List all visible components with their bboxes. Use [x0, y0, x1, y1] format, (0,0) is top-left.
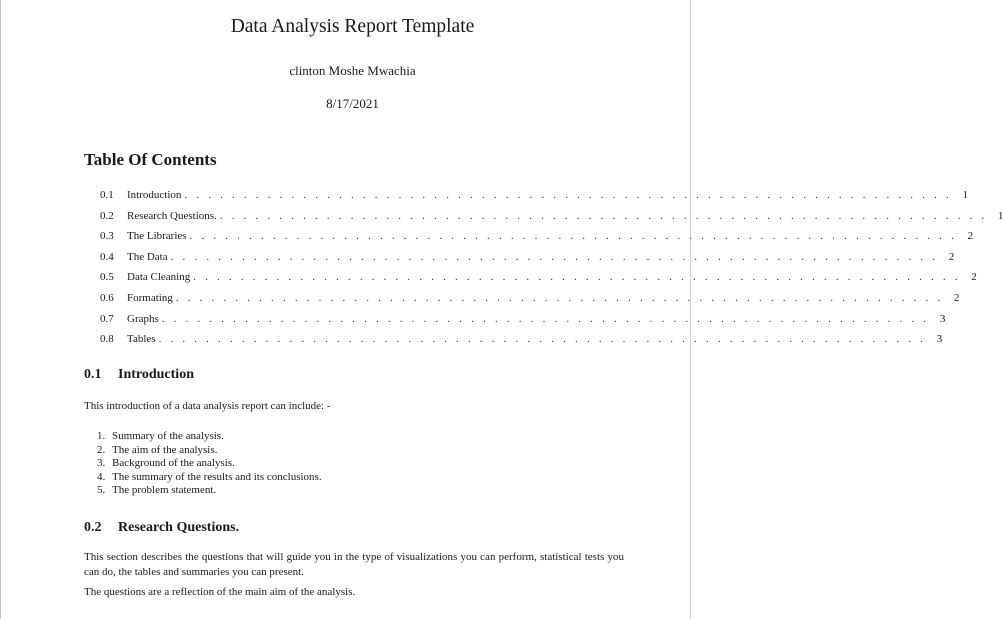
- toc-entry-the-data[interactable]: [100, 247, 955, 268]
- list-item-text: Summary of the analysis.: [112, 430, 224, 442]
- research-questions-paragraph-1: This section describes the questions that will guide you in the type of visualizations you can perform, statistical tests you can do, the tables and summaries you can present.: [84, 551, 624, 578]
- research-questions-paragraph-2: The questions are a reflection of the main aim of the analysis.: [84, 586, 356, 598]
- section-number: 0.2: [84, 520, 102, 535]
- section-title: Introduction: [118, 367, 194, 382]
- toc-entry-title: Graphs: [127, 312, 159, 325]
- section-number: 0.1: [84, 367, 102, 382]
- toc-entry-page: 2: [948, 250, 955, 263]
- list-marker: 3.: [97, 457, 106, 469]
- toc-entry-title: Research Questions.: [127, 209, 217, 222]
- page-edge-left: [0, 0, 1, 619]
- toc-dot-leader: . . . . . . . . . . . . . . . . . . . . . . . . . . . . . . . . . . . . . . . . . . . . . . . . . . . . . . . . . . . . . . . . .: [184, 189, 952, 201]
- toc-entry-page: 1: [997, 209, 1003, 222]
- document-date: 8/17/2021: [326, 96, 379, 111]
- list-item: [97, 444, 322, 458]
- list-marker: 4.: [97, 470, 106, 483]
- introduction-list: [97, 430, 322, 498]
- toc-dot-leader: . . . . . . . . . . . . . . . . . . . . . . . . . . . . . . . . . . . . . . . . . . . . . . . . . . . . . . . . . . . . . . . . .: [189, 230, 958, 243]
- toc-dot-leader: . . . . . . . . . . . . . . . . . . . . . . . . . . . . . . . . . . . . . . . . . . . . . . . . . . . . . . . . . . . . . . . . .: [175, 291, 944, 304]
- section-heading-research-questions: [84, 520, 239, 536]
- toc-entry-number: 0.7: [100, 312, 114, 325]
- list-marker: 1.: [97, 430, 106, 442]
- list-item: [97, 457, 322, 471]
- toc-entry-number: 0.6: [100, 291, 114, 304]
- list-marker: 5.: [97, 484, 106, 496]
- toc-entry-number: 0.2: [100, 209, 114, 222]
- list-marker: 2.: [97, 443, 106, 456]
- toc-dot-leader: . . . . . . . . . . . . . . . . . . . . . . . . . . . . . . . . . . . . . . . . . . . . . . . . . . . . . . . . . . . . . . . . .: [170, 250, 939, 263]
- list-item: [97, 430, 322, 444]
- list-item-text: The aim of the analysis.: [112, 443, 218, 456]
- document-author: clinton Moshe Mwachia: [289, 63, 416, 78]
- toc-entry-page: 3: [939, 312, 946, 325]
- section-title: Research Questions.: [118, 520, 240, 535]
- list-item-text: The problem statement.: [112, 484, 217, 496]
- toc-dot-leader: . . . . . . . . . . . . . . . . . . . . . . . . . . . . . . . . . . . . . . . . . . . . . . . . . . . . . . . . . . . . . . . . .: [219, 209, 988, 222]
- toc-entry-number: 0.5: [100, 271, 114, 284]
- toc-entry-number: 0.3: [100, 230, 114, 243]
- list-item: [97, 484, 322, 498]
- list-item-text: Background of the analysis.: [112, 457, 235, 469]
- toc-dot-leader: . . . . . . . . . . . . . . . . . . . . . . . . . . . . . . . . . . . . . . . . . . . . . . . . . . . . . . . . . . . . . . . . .: [161, 312, 930, 325]
- toc-entry-number: 0.1: [100, 189, 114, 201]
- toc-entry-page: 2: [953, 291, 960, 304]
- toc-entry-page: 1: [962, 189, 968, 201]
- toc-entry-number: 0.8: [100, 333, 114, 346]
- toc-entry-research-questions[interactable]: [100, 206, 1003, 227]
- list-item: [97, 471, 322, 485]
- toc-entry-title: Tables: [127, 333, 156, 346]
- toc-entry-tables[interactable]: [100, 329, 943, 350]
- toc-dot-leader: . . . . . . . . . . . . . . . . . . . . . . . . . . . . . . . . . . . . . . . . . . . . . . . . . . . . . . . . . . . . . . . . .: [158, 333, 927, 346]
- toc-entry-the-libraries[interactable]: [100, 226, 974, 247]
- toc-entry-graphs[interactable]: [100, 309, 946, 330]
- toc-entry-introduction[interactable]: [100, 185, 968, 206]
- toc-entry-formating[interactable]: [100, 288, 960, 309]
- toc-entry-number: 0.4: [100, 250, 114, 263]
- toc-entry-data-cleaning[interactable]: [100, 267, 977, 288]
- toc-entry-title: Data Cleaning: [127, 271, 191, 284]
- toc-entry-title: The Libraries: [127, 230, 187, 243]
- introduction-paragraph: This introduction of a data analysis report can include: -: [84, 400, 331, 412]
- table-of-contents: [100, 185, 1003, 350]
- document-title: Data Analysis Report Template: [230, 16, 475, 37]
- toc-entry-title: Introduction: [127, 189, 182, 201]
- toc-entry-page: 3: [936, 333, 943, 346]
- toc-entry-title: The Data: [127, 250, 168, 263]
- toc-entry-page: 2: [971, 271, 977, 284]
- toc-dot-leader: . . . . . . . . . . . . . . . . . . . . . . . . . . . . . . . . . . . . . . . . . . . . . . . . . . . . . . . . . . . . . . . . .: [193, 271, 961, 284]
- toc-entry-title: Formating: [127, 291, 173, 304]
- toc-heading: Table Of Contents: [84, 150, 217, 169]
- toc-entry-page: 2: [967, 230, 974, 243]
- section-heading-introduction: [84, 367, 194, 383]
- list-item-text: The summary of the results and its conclusions.: [112, 470, 322, 483]
